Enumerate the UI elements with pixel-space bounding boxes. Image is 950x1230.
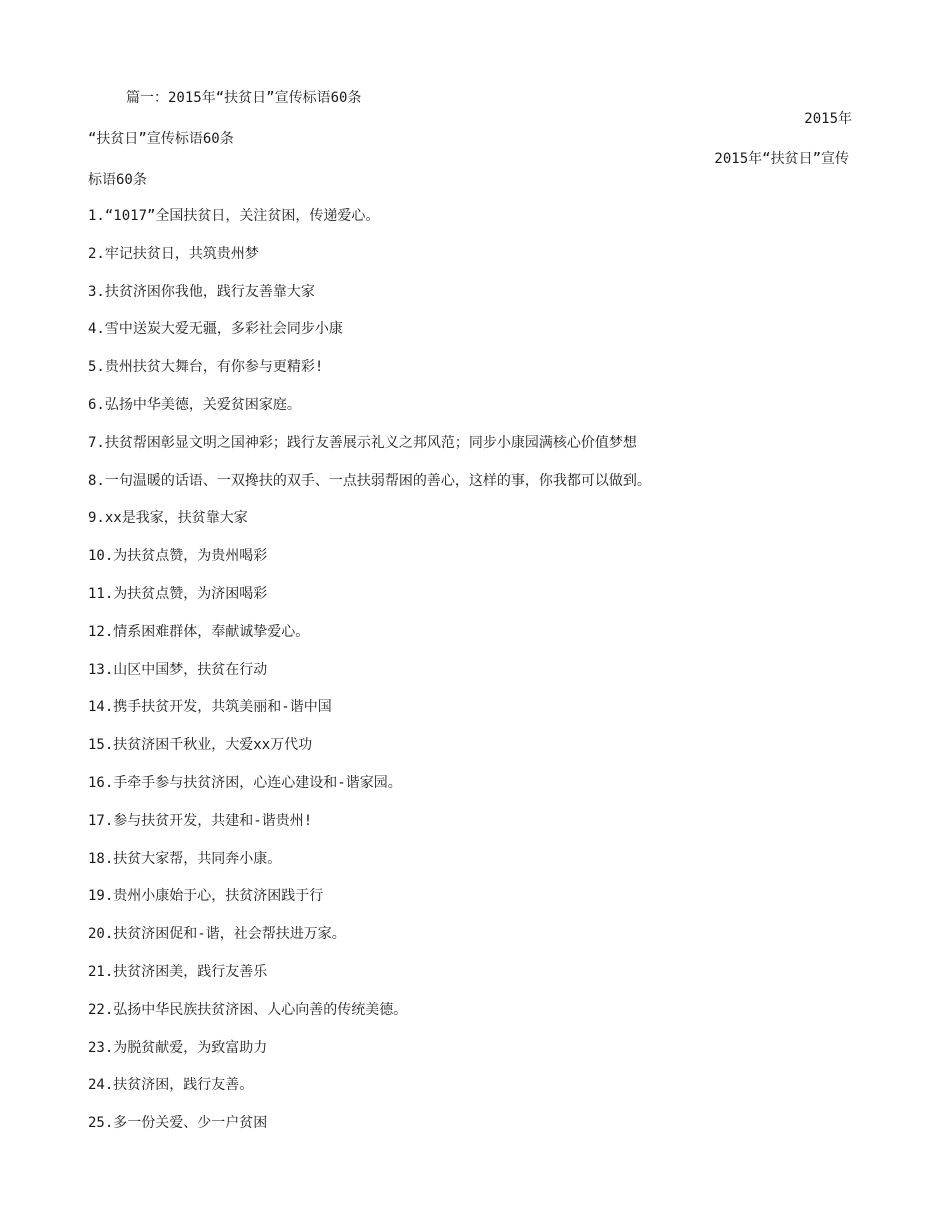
list-item: 5.贵州扶贫大舞台，有你参与更精彩! (88, 359, 324, 376)
heading-line-2: 2015年 (804, 111, 852, 127)
list-item: 3.扶贫济困你我他，践行友善靠大家 (88, 283, 315, 300)
list-item: 16.手牵手参与扶贫济困，心连心建设和-谐家园。 (88, 774, 402, 791)
list-item: 14.携手扶贫开发，共筑美丽和-谐中国 (88, 699, 332, 716)
list-item: 19.贵州小康始于心，扶贫济困践于行 (88, 888, 324, 905)
list-item: 4.雪中送炭大爱无疆，多彩社会同步小康 (88, 321, 343, 338)
list-item: 15.扶贫济困千秋业，大爱xx万代功 (88, 737, 313, 754)
list-item: 20.扶贫济困促和-谐，社会帮扶进万家。 (88, 926, 346, 943)
list-item: 8.一句温暖的话语、一双搀扶的双手、一点扶弱帮困的善心，这样的事，你我都可以做到。 (88, 472, 651, 489)
list-item: 9.xx是我家，扶贫靠大家 (88, 510, 248, 527)
list-item: 22.弘扬中华民族扶贫济困、人心向善的传统美德。 (88, 1001, 408, 1018)
list-item: 25.多一份关爱、少一户贫困 (88, 1115, 268, 1132)
heading-line-5: 标语60条 (88, 172, 147, 188)
list-item: 17.参与扶贫开发，共建和-谐贵州! (88, 812, 313, 829)
list-item: 23.为脱贫献爱，为致富助力 (88, 1039, 268, 1056)
list-item: 7.扶贫帮困彰显文明之国神彩；践行友善展示礼义之邦风范；同步小康园满核心价值梦想 (88, 434, 637, 451)
heading-line-3: “扶贫日”宣传标语60条 (88, 131, 234, 147)
list-item: 12.情系困难群体，奉献诚挚爱心。 (88, 623, 310, 640)
list-item: 6.弘扬中华美德，关爱贫困家庭。 (88, 396, 301, 413)
list-item: 21.扶贫济困美，践行友善乐 (88, 963, 268, 980)
list-item: 18.扶贫大家帮，共同奔小康。 (88, 850, 282, 867)
heading-line-4: 2015年“扶贫日”宣传 (714, 151, 849, 167)
list-item: 10.为扶贫点赞，为贵州喝彩 (88, 548, 268, 565)
list-item: 24.扶贫济困，践行友善。 (88, 1077, 254, 1094)
heading-line-1: 篇一：2015年“扶贫日”宣传标语60条 (126, 90, 362, 106)
list-item: 13.山区中国梦，扶贫在行动 (88, 661, 268, 678)
slogan-list (88, 206, 651, 1151)
list-item: 1.“1017”全国扶贫日，关注贫困，传递爱心。 (88, 208, 380, 224)
list-item: 11.为扶贫点赞，为济困喝彩 (88, 585, 268, 602)
list-item: 2.牢记扶贫日，共筑贵州梦 (88, 245, 259, 262)
